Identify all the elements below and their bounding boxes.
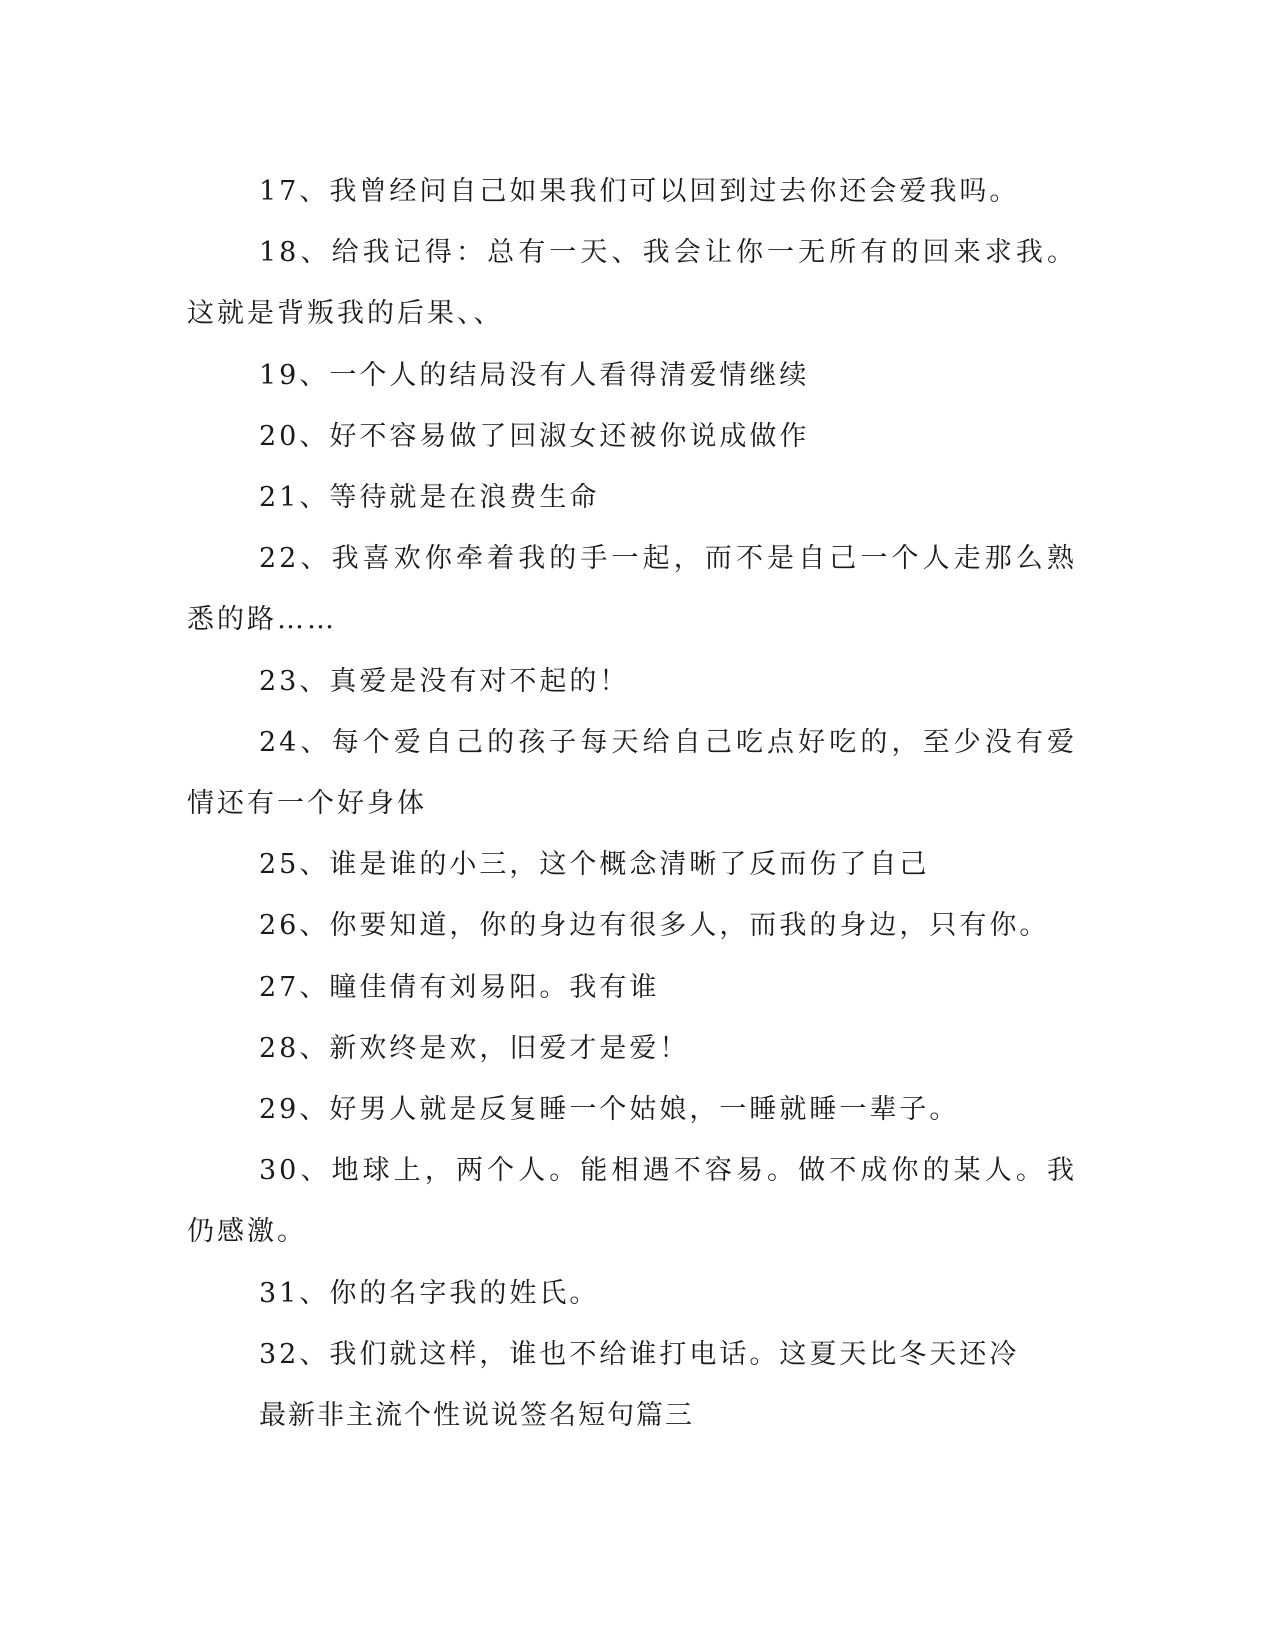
paragraph-20: 20、好不容易做了回淑女还被你说成做作 — [259, 420, 810, 452]
paragraph-27: 27、瞳佳倩有刘易阳。我有谁 — [259, 971, 660, 1003]
paragraph-31: 31、你的名字我的姓氏。 — [259, 1277, 600, 1309]
paragraph-23: 23、真爱是没有对不起的！ — [259, 665, 630, 697]
paragraph-28: 28、新欢终是欢，旧爱才是爱！ — [259, 1032, 690, 1064]
paragraph-32: 32、我们就这样，谁也不给谁打电话。这夏天比冬天还冷 — [259, 1338, 1020, 1370]
paragraph-25: 25、谁是谁的小三，这个概念清晰了反而伤了自己 — [259, 849, 930, 881]
paragraph-24: 24、每个爱自己的孩子每天给自己吃点好吃的，至少没有爱情还有一个好身体 — [187, 726, 1077, 820]
paragraph-17: 17、我曾经问自己如果我们可以回到过去你还会爱我吗。 — [259, 176, 1020, 207]
paragraph-18: 18、给我记得：总有一天、我会让你一无所有的回来求我。这就是背叛我的后果、、 — [187, 237, 1077, 330]
paragraph-19: 19、一个人的结局没有人看得清爱情继续 — [259, 359, 810, 391]
paragraph-26: 26、你要知道，你的身边有很多人，而我的身边，只有你。 — [259, 910, 1050, 942]
paragraph-29: 29、好男人就是反复睡一个姑娘，一睡就睡一辈子。 — [259, 1094, 960, 1126]
section-heading: 最新非主流个性说说签名短句篇三 — [259, 1400, 694, 1432]
document-body — [187, 161, 1077, 1446]
paragraph-22: 22、我喜欢你牵着我的手一起，而不是自己一个人走那么熟悉的路…… — [187, 543, 1077, 636]
paragraph-30: 30、地球上，两个人。能相遇不容易。做不成你的某人。我仍感激。 — [187, 1155, 1077, 1248]
paragraph-21: 21、等待就是在浪费生命 — [259, 482, 600, 514]
